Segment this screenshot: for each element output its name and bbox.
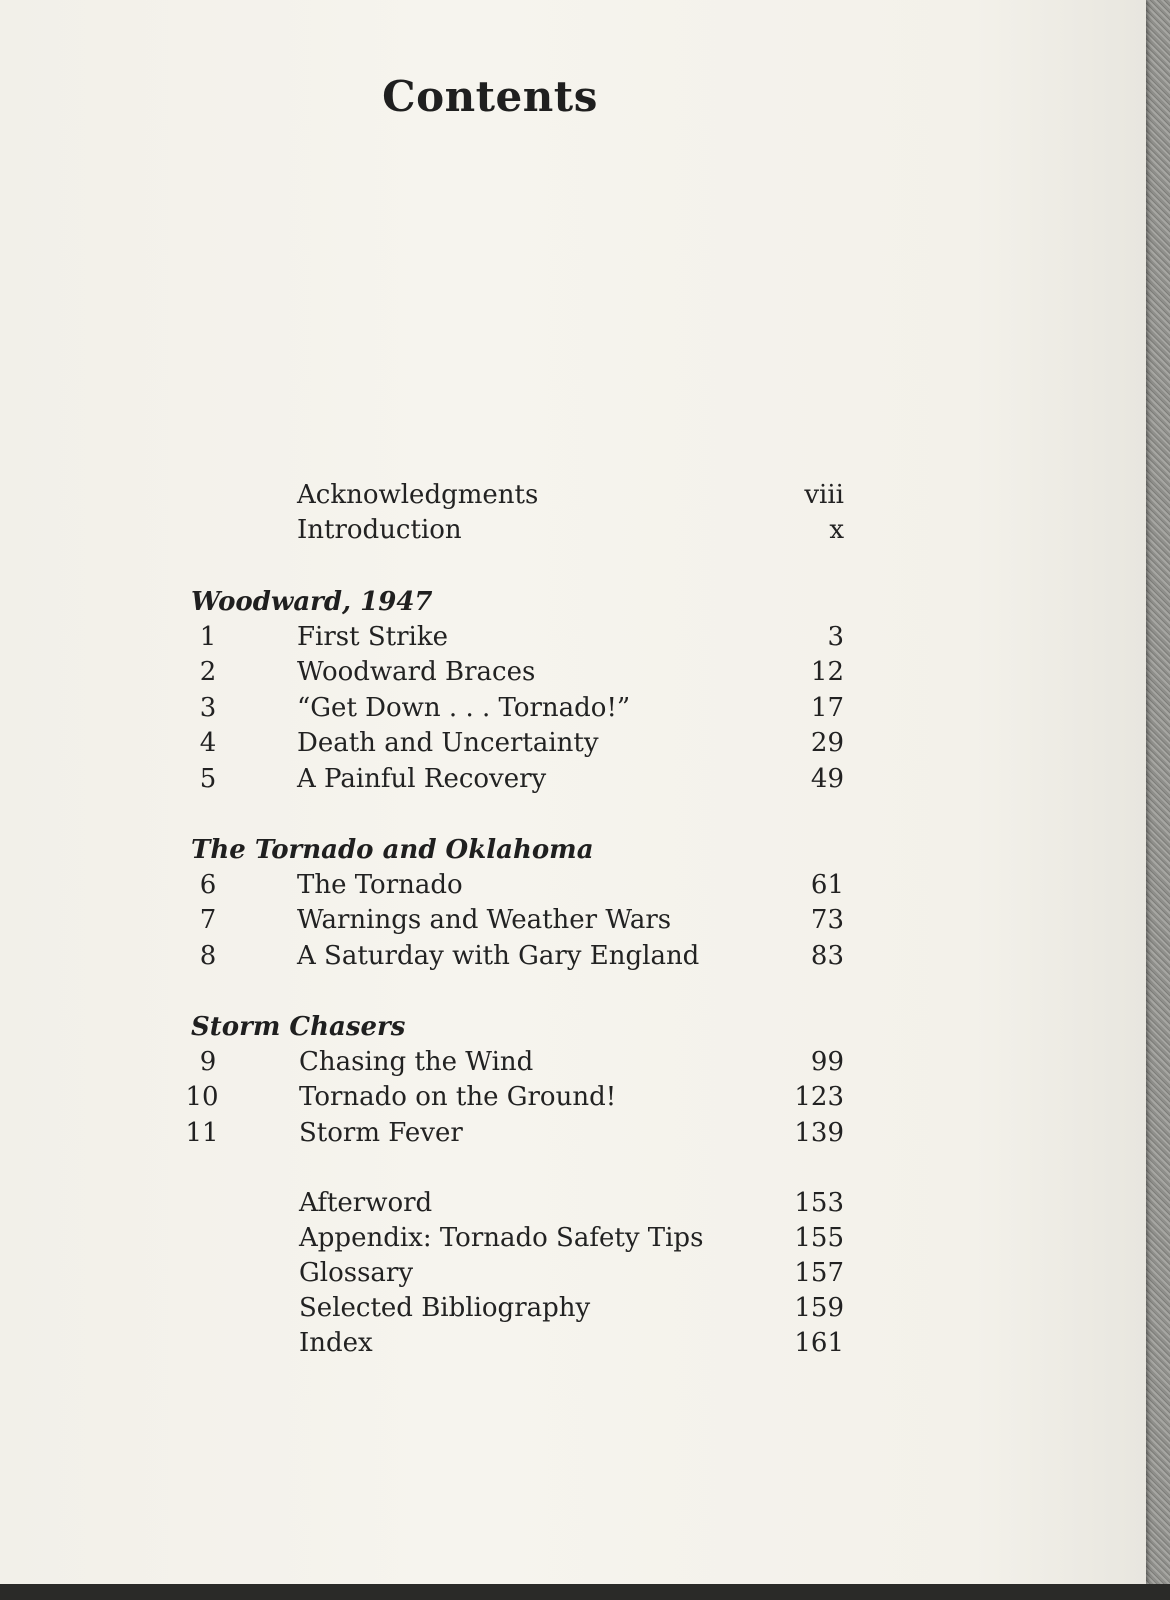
entry-page: 159 [794, 1293, 844, 1323]
toc-entry [0, 868, 1146, 902]
entry-page: x [829, 515, 844, 545]
part-heading: Woodward, 1947 [191, 587, 433, 617]
entry-page: 155 [794, 1223, 844, 1253]
toc-entry [0, 691, 1146, 725]
entry-title: “Get Down . . . Tornado!” [297, 693, 631, 723]
toc-entry [0, 903, 1146, 937]
chapter-number: 7 [199, 905, 217, 935]
entry-page: 17 [810, 693, 844, 723]
toc-entry [0, 1221, 1146, 1255]
toc-entry [0, 655, 1146, 689]
entry-page: 161 [794, 1328, 844, 1358]
chapter-number: 5 [199, 764, 217, 794]
entry-title: First Strike [297, 622, 448, 652]
toc-entry [0, 1326, 1146, 1360]
entry-title: A Saturday with Gary England [297, 941, 700, 971]
entry-title: Index [299, 1328, 373, 1358]
entry-title: Acknowledgments [297, 480, 539, 510]
entry-page: 12 [810, 657, 844, 687]
toc-entry [0, 726, 1146, 760]
toc-entry [0, 513, 1146, 547]
entry-page: 49 [810, 764, 844, 794]
toc-entry [0, 620, 1146, 654]
entry-page: 123 [794, 1082, 844, 1112]
entry-page: viii [804, 480, 844, 510]
chapter-number: 8 [199, 941, 217, 971]
entry-page: 3 [827, 622, 844, 652]
chapter-number: 2 [199, 657, 217, 687]
entry-page: 29 [810, 728, 844, 758]
entry-title: Appendix: Tornado Safety Tips [299, 1223, 704, 1253]
toc-entry [0, 762, 1146, 796]
entry-title: Introduction [297, 515, 462, 545]
toc-entry [0, 1080, 1146, 1114]
entry-title: Afterword [299, 1188, 433, 1218]
chapter-number: 6 [199, 870, 217, 900]
toc-entry [0, 1116, 1146, 1150]
entry-page: 153 [794, 1188, 844, 1218]
entry-title: Woodward Braces [297, 657, 536, 687]
entry-title: Death and Uncertainty [297, 728, 599, 758]
chapter-number: 1 [199, 622, 217, 652]
page-edge-shadow [0, 1584, 1170, 1600]
entry-title: The Tornado [297, 870, 463, 900]
part-heading: Storm Chasers [191, 1012, 406, 1042]
entry-page: 73 [810, 905, 844, 935]
chapter-number: 10 [185, 1082, 219, 1112]
toc-entry [0, 939, 1146, 973]
entry-page: 99 [810, 1047, 844, 1077]
entry-page: 83 [810, 941, 844, 971]
toc-entry [0, 1291, 1146, 1325]
entry-page: 139 [794, 1118, 844, 1148]
entry-page: 157 [794, 1258, 844, 1288]
page-title: Contents [382, 72, 598, 121]
chapter-number: 3 [199, 693, 217, 723]
toc-entry [0, 1045, 1146, 1079]
entry-title: Glossary [299, 1258, 414, 1288]
entry-title: Chasing the Wind [299, 1047, 534, 1077]
part-heading: The Tornado and Oklahoma [191, 835, 594, 865]
entry-title: A Painful Recovery [297, 764, 547, 794]
chapter-number: 11 [185, 1118, 219, 1148]
toc-entry [0, 1256, 1146, 1290]
entry-title: Tornado on the Ground! [299, 1082, 617, 1112]
chapter-number: 9 [199, 1047, 217, 1077]
entry-title: Storm Fever [299, 1118, 463, 1148]
toc-entry [0, 1186, 1146, 1220]
entry-page: 61 [810, 870, 844, 900]
toc-entry [0, 478, 1146, 512]
entry-title: Selected Bibliography [299, 1293, 591, 1323]
chapter-number: 4 [199, 728, 217, 758]
entry-title: Warnings and Weather Wars [297, 905, 672, 935]
